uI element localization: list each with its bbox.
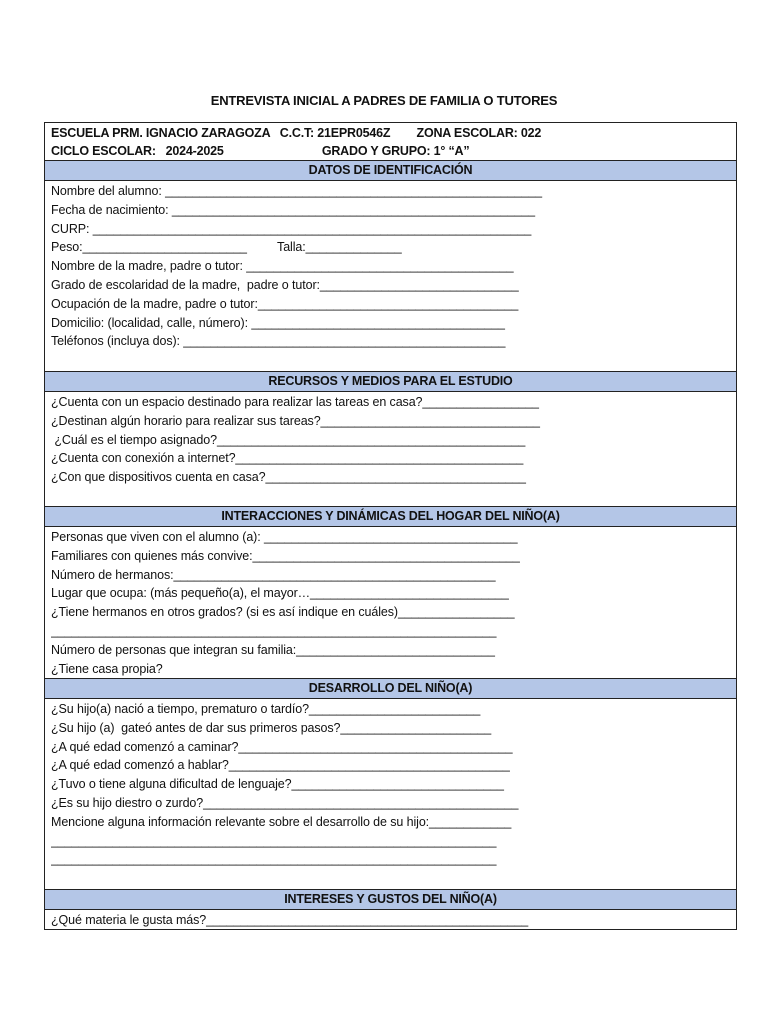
field-household-members[interactable]: Personas que viven con el alumno (a): _____________________________________ [51, 530, 518, 544]
section-header-interests: INTERESES Y GUSTOS DEL NIÑO(A) [45, 890, 736, 910]
field-development-notes[interactable]: Mencione alguna información relevante sobre el desarrollo de su hijo:____________ [51, 814, 512, 829]
field-internet[interactable]: ¿Cuenta con conexión a internet?__________________________________________ [51, 451, 524, 466]
section-header-home-dynamics: INTERACCIONES Y DINÁMICAS DEL HOGAR DEL NIÑO(A) [45, 507, 736, 527]
section-body-development [45, 699, 736, 890]
school-info-line-1: ESCUELA PRM. IGNACIO ZARAGOZA C.C.T: 21EPR0546Z ZONA ESCOLAR: 022 [51, 126, 542, 140]
section-header-resources: RECURSOS Y MEDIOS PARA EL ESTUDIO [45, 372, 736, 392]
section-body-resources [45, 392, 736, 507]
field-birth-date[interactable]: Fecha de nacimiento: _____________________________________________________ [51, 202, 536, 217]
field-address[interactable]: Domicilio: (localidad, calle, número): _____________________________________ [51, 315, 505, 330]
field-walking-age[interactable]: ¿A qué edad comenzó a caminar?________________________________________ [51, 739, 513, 754]
field-study-space[interactable]: ¿Cuenta con un espacio destinado para realizar las tareas en casa?_________________ [51, 395, 539, 409]
field-handedness[interactable]: ¿Es su hijo diestro o zurdo?______________________________________________ [51, 795, 519, 810]
field-assigned-time[interactable]: ¿Cuál es el tiempo asignado?_____________________________________________ [51, 432, 526, 447]
field-guardian-name[interactable]: Nombre de la madre, padre o tutor: _______________________________________ [51, 259, 514, 274]
field-family-size[interactable]: Número de personas que integran su familia:_____________________________ [51, 642, 495, 657]
section-body-home-dynamics [45, 527, 736, 679]
school-info-line-2: CICLO ESCOLAR: 2024-2025 GRADO Y GRUPO: 1° “A” [51, 144, 470, 158]
field-development-notes-line-3[interactable]: _________________________________________________________________ [51, 852, 497, 867]
field-development-notes-line-2[interactable]: _________________________________________________________________ [51, 833, 497, 848]
interview-form [44, 122, 737, 930]
field-weight-height[interactable]: Peso:________________________ Talla:______________ [51, 240, 402, 255]
field-close-relatives[interactable]: Familiares con quienes más convive:_______________________________________ [51, 548, 520, 563]
field-homework-schedule[interactable]: ¿Destinan algún horario para realizar sus tareas?________________________________ [51, 413, 540, 428]
field-phones[interactable]: Teléfonos (incluya dos): _______________________________________________ [51, 334, 506, 349]
field-favorite-subject[interactable]: ¿Qué materia le gusta más?_______________________________________________ [51, 913, 529, 927]
section-header-identification: DATOS DE IDENTIFICACIÓN [45, 161, 736, 181]
section-body-interests [45, 910, 736, 929]
field-siblings-count[interactable]: Número de hermanos:_______________________________________________ [51, 567, 496, 582]
field-own-house[interactable]: ¿Tiene casa propia? [51, 661, 163, 676]
school-info [45, 123, 736, 161]
field-devices[interactable]: ¿Con que dispositivos cuenta en casa?______________________________________ [51, 470, 526, 485]
section-body-identification [45, 181, 736, 372]
field-birth-order[interactable]: Lugar que ocupa: (más pequeño(a), el mayor…_____________________________ [51, 586, 509, 601]
field-crawling[interactable]: ¿Su hijo (a) gateó antes de dar sus primeros pasos?______________________ [51, 720, 492, 735]
document-title: ENTREVISTA INICIAL A PADRES DE FAMILIA O TUTORES [210, 93, 558, 108]
field-guardian-education[interactable]: Grado de escolaridad de la madre, padre o tutor:_____________________________ [51, 277, 519, 292]
field-siblings-grades-continued[interactable]: _________________________________________________________________ [51, 623, 497, 638]
section-header-development: DESARROLLO DEL NIÑO(A) [45, 679, 736, 699]
field-birth-timing[interactable]: ¿Su hijo(a) nació a tiempo, prematuro o tardío?_________________________ [51, 702, 481, 716]
field-guardian-occupation[interactable]: Ocupación de la madre, padre o tutor:______________________________________ [51, 296, 519, 311]
field-language-difficulty[interactable]: ¿Tuvo o tiene alguna dificultad de lenguaje?_______________________________ [51, 777, 504, 792]
field-student-name[interactable]: Nombre del alumno: _______________________________________________________ [51, 184, 542, 198]
field-talking-age[interactable]: ¿A qué edad comenzó a hablar?_________________________________________ [51, 758, 510, 773]
field-siblings-grades[interactable]: ¿Tiene hermanos en otros grados? (si es así indique en cuáles)_________________ [51, 605, 515, 620]
field-curp[interactable]: CURP: ________________________________________________________________ [51, 221, 532, 236]
